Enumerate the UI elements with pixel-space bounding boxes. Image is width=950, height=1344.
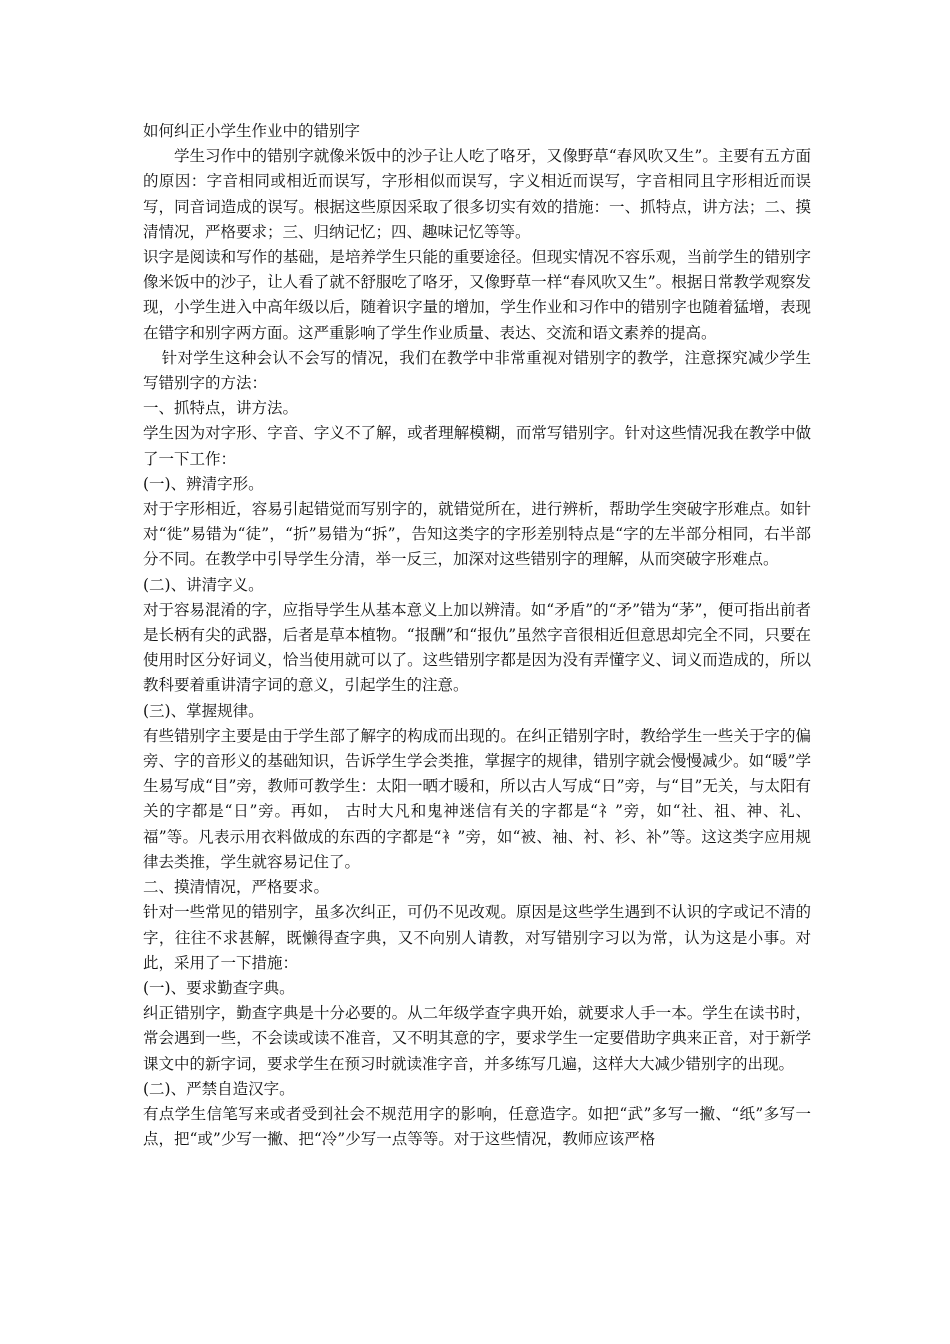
body-paragraph: (一)、要求勤查字典。 [143,978,295,997]
body-paragraph: 有些错别字主要是由于学生部了解字的构成而出现的。在纠正错别字时，教给学生一些关于字的偏旁、字的音形义的基础知识，告诉学生学会类推，掌握字的规律，错别字就会慢慢减少。如“暖”学生易写成“目”旁，教师可教学生：太阳一晒才暖和，所以古人写成“日”旁，与“目”无关，与太阳有关的字都是“日”旁。再如， 古时大凡和鬼神迷信有关的字都是“礻”旁，如“社、祖、神、礼、福”等。凡表示用衣料做成的东西的字都是“衤”旁，如“被、袖、衬、衫、补”等。这这类字应用规律去类推，学生就容易记住了。 [143,726,811,871]
body-paragraph: 学生习作中的错别字就像米饭中的沙子让人吃了咯牙，又像野草“春风吹又生”。主要有五方面的原因：字音相同或相近而误写，字形相似而误写，字义相近而误写，字音相同且字形相近而误写，同音词造成的误写。根据这些原因采取了很多切实有效的措施：一、抓特点，讲方法；二、摸清情况，严格要求；三、归纳记忆；四、趣味记忆等等。 [143,147,811,241]
body-paragraph: 二、摸清情况，严格要求。 [143,878,330,897]
body-paragraph: (二)、讲清字义。 [143,575,264,594]
body-paragraph: 有点学生信笔写来或者受到社会不规范用字的影响，任意造字。如把“武”多写一撇、“纸”多写一点，把“或”少写一撇、把“冷”少写一点等等。对于这些情况，教师应该严格 [143,1104,811,1149]
document-page [143,119,811,1152]
body-paragraph: 一、抓特点，讲方法。 [143,399,299,418]
body-paragraph: 针对一些常见的错别字，虽多次纠正，可仍不见改观。原因是这些学生遇到不认识的字或记不清的字，往往不求甚解，既懒得查字典，又不向别人请教，对写错别字习以为常，认为这是小事。对此，采用了一下措施： [143,903,811,972]
body-paragraph: 学生因为对字形、字音、字义不了解，或者理解模糊，而常写错别字。针对这些情况我在教学中做了一下工作： [143,424,811,468]
body-paragraph: 对于字形相近，容易引起错觉而写别字的，就错觉所在，进行辨析，帮助学生突破字形难点。如针对“徙”易错为“徒”，“折”易错为“拆”，告知这类字的字形差别特点是“字的左半部分相同，右半部分不同。在教学中引导学生分清，举一反三，加深对这些错别字的理解，从而突破字形难点。 [143,500,811,569]
document-title: 如何纠正小学生作业中的错别字 [143,122,361,140]
body-paragraph: 对于容易混淆的字，应指导学生从基本意义上加以辨清。如“矛盾”的“矛”错为“茅”，便可指出前者是长柄有尖的武器，后者是草本植物。“报酬”和“报仇”虽然字音很相近但意思却完全不同，只要在使用时区分好词义，恰当使用就可以了。这些错别字都是因为没有弄懂字义、词义而造成的，所以教科要着重讲清字词的意义，引起学生的注意。 [143,600,811,695]
body-paragraph: 纠正错别字，勤查字典是十分必要的。从二年级学查字典开始，就要求人手一本。学生在读书时，常会遇到一些，不会读或读不准音，又不明其意的字，要求学生一定要借助字典来正音，对于新学课文中的新字词，要求学生在预习时就读准字音，并多练写几遍，这样大大减少错别字的出现。 [143,1004,811,1073]
body-paragraph: (二)、严禁自造汉字。 [143,1079,295,1098]
body-paragraph: 针对学生这种会认不会写的情况，我们在教学中非常重视对错别字的教学，注意探究减少学生写错别字的方法： [143,348,811,393]
body-paragraph: (三)、掌握规律。 [143,701,264,720]
body-paragraph: 识字是阅读和写作的基础，是培养学生只能的重要途径。但现实情况不容乐观，当前学生的错别字像米饭中的沙子，让人看了就不舒服吃了咯牙，又像野草一样“春风吹又生”。根据日常教学观察发现，小学生进入中高年级以后，随着识字量的增加，学生作业和习作中的错别字也随着猛增，表现在错字和别字两方面。这严重影响了学生作业质量、表达、交流和语文素养的提高。 [143,248,811,342]
body-paragraph: (一)、辨清字形。 [143,474,264,493]
document-body [143,144,811,1152]
